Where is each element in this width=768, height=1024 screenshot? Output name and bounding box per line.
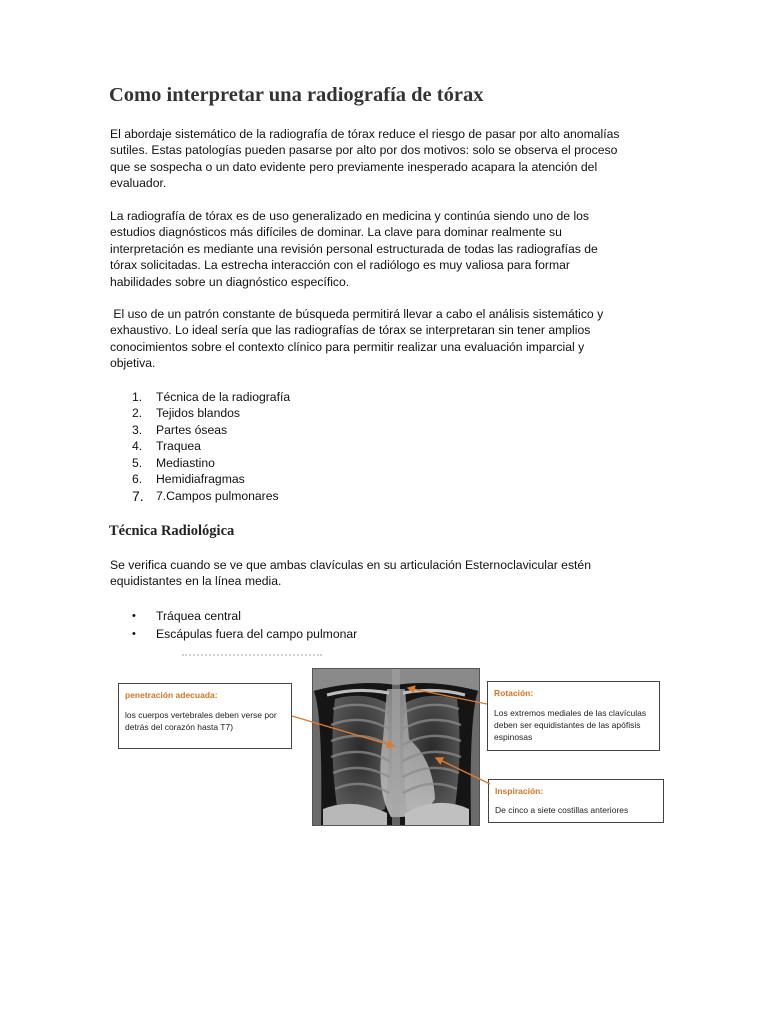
text-line: objetiva. (110, 356, 156, 371)
text-line: evaluador. (110, 176, 167, 191)
list-item (130, 471, 290, 487)
list-number: 7. (132, 488, 144, 505)
list-item (130, 389, 290, 405)
text-line: que se sospecha o un dato evidente pero previamente inesperado acapara la atención del (110, 159, 598, 174)
text-line: exhaustivo. Lo ideal sería que las radiografías de tórax se interpretaran sin tener amplios (110, 323, 591, 338)
technique-paragraph (110, 557, 650, 590)
checklist-bullets (130, 607, 357, 643)
text-line: El abordaje sistemático de la radiografía de tórax reduce el riesgo de pasar por alto anomalías (110, 127, 620, 141)
section-heading: Técnica Radiológica (109, 523, 235, 539)
list-item-text: Traquea (156, 439, 201, 454)
list-item (130, 405, 290, 421)
page-title: Como interpretar una radiografía de tórax (109, 84, 484, 106)
list-number: 6. (132, 472, 143, 487)
list-item (130, 625, 357, 643)
arrow-penetracion (292, 716, 394, 746)
text-line: La radiografía de tórax es de uso generalizado en medicina y continúa siendo uno de los (110, 209, 590, 223)
list-item (130, 487, 290, 505)
intro-paragraph (110, 126, 650, 192)
text-line: sutiles. Estas patologías pueden pasarse por alto por dos motivos: solo se observa el proceso (110, 143, 618, 158)
text-line: habilidades sobre un diagnóstico específico. (110, 274, 350, 289)
callout-title: Inspiración: (495, 786, 544, 796)
checklist-ordered (130, 389, 290, 505)
callout-title: penetración adecuada: (125, 690, 218, 700)
callout-text: Los extremos mediales de las clavículas deben ser equidistantes de las apófisis espinosas (494, 708, 647, 742)
list-number: 5. (132, 455, 143, 470)
callout-text: los cuerpos vertebrales deben verse por detrás del corazón hasta T7) (125, 710, 277, 732)
list-number: 4. (132, 439, 143, 454)
list-item-text: Técnica de la radiografía (156, 390, 291, 404)
second-paragraph (110, 208, 650, 290)
text-line: El uso de un patrón constante de búsqueda permitirá llevar a cabo el análisis sistemático y (110, 307, 604, 321)
callout-title: Rotación: (494, 688, 534, 698)
text-line: interpretación es mediante una revisión personal estructurada de todas las radiografías de (110, 241, 598, 256)
list-item-text: Tejidos blandos (156, 406, 241, 421)
arrow-inspiracion (436, 758, 490, 784)
text-line: conocimientos sobre el contexto clínico para permitir realizar una evaluación imparcial y (110, 339, 585, 354)
list-item-text: Partes óseas (156, 422, 228, 437)
xray-figure (118, 666, 666, 826)
list-item-text: Hemidiafragmas (156, 472, 245, 487)
list-item (130, 607, 357, 625)
third-paragraph (110, 306, 650, 372)
bullet-icon: • (132, 628, 136, 640)
list-item (130, 438, 290, 454)
bullet-icon: • (132, 610, 136, 622)
faint-scan-artifact (182, 654, 322, 662)
text-line: equidistantes en la línea media. (110, 574, 282, 589)
list-item (130, 455, 290, 471)
text-line: estudios diagnósticos más difíciles de dominar. La clave para dominar realmente su (110, 225, 562, 240)
annotation-arrows (118, 666, 666, 826)
list-item (130, 422, 290, 438)
list-item-text: 7.Campos pulmonares (156, 489, 279, 504)
text-line: Se verifica cuando se ve que ambas clavículas en su articulación Esternoclavicular estén (110, 558, 591, 572)
text-line: tórax solicitadas. La estrecha interacción con el radiólogo es muy valiosa para formar (110, 258, 570, 273)
list-item-text: Tráquea central (156, 609, 241, 623)
list-number: 2. (132, 406, 143, 421)
list-item-text: Escápulas fuera del campo pulmonar (156, 627, 358, 641)
list-number: 1. (132, 390, 143, 404)
list-number: 3. (132, 422, 143, 437)
arrow-rotacion (408, 688, 487, 704)
list-item-text: Mediastino (156, 455, 215, 470)
callout-text: De cinco a siete costillas anteriores (495, 805, 629, 815)
